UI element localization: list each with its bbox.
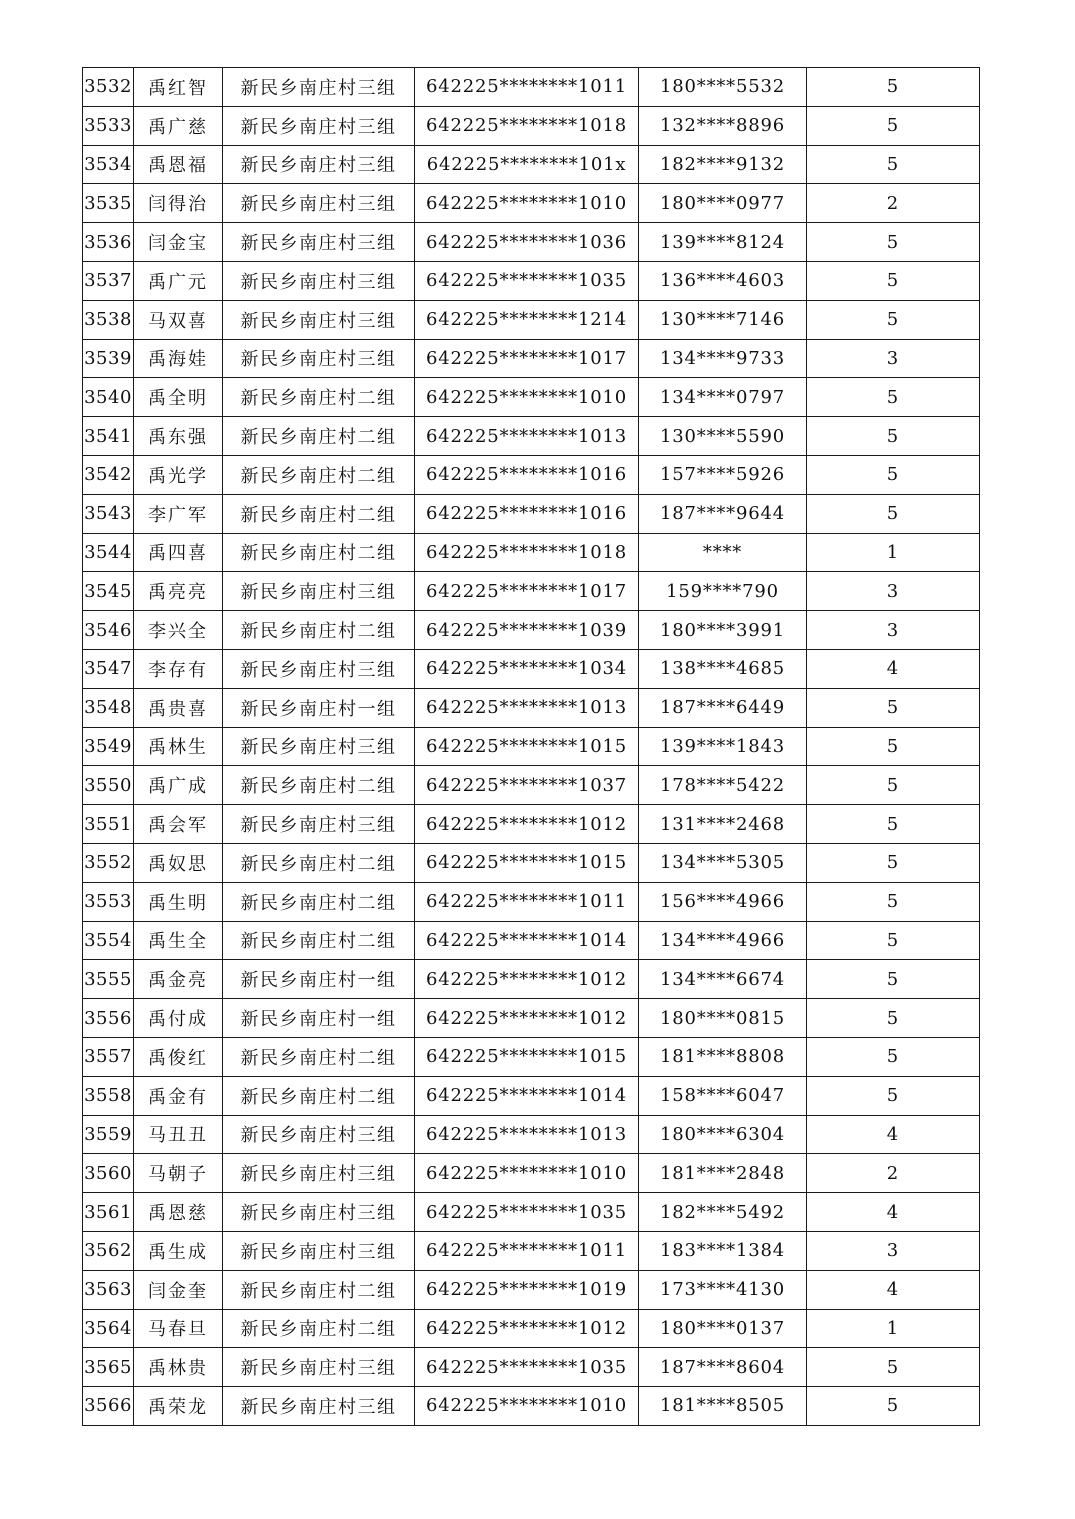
- name-cell: 禹广成: [134, 766, 223, 805]
- serial-number-cell: 3559: [83, 1115, 134, 1154]
- name-cell: 禹金亮: [134, 960, 223, 999]
- serial-number-cell: 3535: [83, 184, 134, 223]
- phone-cell: 158****6047: [639, 1076, 807, 1115]
- serial-number-cell: 3558: [83, 1076, 134, 1115]
- count-cell: 5: [807, 378, 980, 417]
- table-row: [83, 1115, 980, 1154]
- name-cell: 禹全明: [134, 378, 223, 417]
- name-cell: 李广军: [134, 494, 223, 533]
- address-cell: 新民乡南庄村二组: [223, 494, 415, 533]
- id-number-cell: 642225********1036: [415, 223, 639, 262]
- name-cell: 禹四喜: [134, 533, 223, 572]
- name-cell: 马双喜: [134, 300, 223, 339]
- count-cell: 5: [807, 300, 980, 339]
- count-cell: 5: [807, 843, 980, 882]
- phone-cell: 180****6304: [639, 1115, 807, 1154]
- table-row: [83, 1231, 980, 1270]
- id-number-cell: 642225********1016: [415, 494, 639, 533]
- name-cell: 禹奴思: [134, 843, 223, 882]
- id-number-cell: 642225********1016: [415, 455, 639, 494]
- serial-number-cell: 3563: [83, 1270, 134, 1309]
- table-row: [83, 223, 980, 262]
- address-cell: 新民乡南庄村二组: [223, 1037, 415, 1076]
- address-cell: 新民乡南庄村二组: [223, 1270, 415, 1309]
- table-row: [83, 688, 980, 727]
- table-row: [83, 1193, 980, 1232]
- id-number-cell: 642225********1014: [415, 921, 639, 960]
- serial-number-cell: 3546: [83, 611, 134, 650]
- id-number-cell: 642225********1012: [415, 1309, 639, 1348]
- phone-cell: 156****4966: [639, 882, 807, 921]
- count-cell: 5: [807, 999, 980, 1038]
- serial-number-cell: 3551: [83, 805, 134, 844]
- id-number-cell: 642225********1012: [415, 960, 639, 999]
- address-cell: 新民乡南庄村三组: [223, 339, 415, 378]
- table-row: [83, 378, 980, 417]
- name-cell: 禹恩慈: [134, 1193, 223, 1232]
- count-cell: 3: [807, 1231, 980, 1270]
- table-row: [83, 300, 980, 339]
- table-row: [83, 882, 980, 921]
- serial-number-cell: 3557: [83, 1037, 134, 1076]
- address-cell: 新民乡南庄村三组: [223, 572, 415, 611]
- id-number-cell: 642225********1011: [415, 1231, 639, 1270]
- name-cell: 禹光学: [134, 455, 223, 494]
- address-cell: 新民乡南庄村三组: [223, 68, 415, 107]
- count-cell: 5: [807, 1348, 980, 1387]
- table-row: [83, 960, 980, 999]
- name-cell: 李兴全: [134, 611, 223, 650]
- address-cell: 新民乡南庄村三组: [223, 1154, 415, 1193]
- count-cell: 5: [807, 1076, 980, 1115]
- name-cell: 禹亮亮: [134, 572, 223, 611]
- phone-cell: 159****790: [639, 572, 807, 611]
- phone-cell: 178****5422: [639, 766, 807, 805]
- phone-cell: 130****5590: [639, 417, 807, 456]
- name-cell: 禹金有: [134, 1076, 223, 1115]
- count-cell: 5: [807, 727, 980, 766]
- id-number-cell: 642225********1012: [415, 999, 639, 1038]
- count-cell: 5: [807, 960, 980, 999]
- serial-number-cell: 3538: [83, 300, 134, 339]
- count-cell: 3: [807, 339, 980, 378]
- table-row: [83, 727, 980, 766]
- phone-cell: 134****6674: [639, 960, 807, 999]
- id-number-cell: 642225********1017: [415, 339, 639, 378]
- roster-table-body: [83, 68, 980, 1426]
- name-cell: 禹生全: [134, 921, 223, 960]
- table-row: [83, 1154, 980, 1193]
- phone-cell: 139****8124: [639, 223, 807, 262]
- phone-cell: 187****9644: [639, 494, 807, 533]
- count-cell: 5: [807, 805, 980, 844]
- table-row: [83, 68, 980, 107]
- phone-cell: 181****8808: [639, 1037, 807, 1076]
- name-cell: 禹生明: [134, 882, 223, 921]
- table-row: [83, 184, 980, 223]
- address-cell: 新民乡南庄村二组: [223, 455, 415, 494]
- name-cell: 禹林贵: [134, 1348, 223, 1387]
- serial-number-cell: 3544: [83, 533, 134, 572]
- table-row: [83, 106, 980, 145]
- table-row: [83, 1309, 980, 1348]
- phone-cell: 134****5305: [639, 843, 807, 882]
- name-cell: 禹红智: [134, 68, 223, 107]
- id-number-cell: 642225********1013: [415, 1115, 639, 1154]
- address-cell: 新民乡南庄村二组: [223, 611, 415, 650]
- table-row: [83, 145, 980, 184]
- serial-number-cell: 3539: [83, 339, 134, 378]
- serial-number-cell: 3547: [83, 649, 134, 688]
- count-cell: 5: [807, 261, 980, 300]
- serial-number-cell: 3541: [83, 417, 134, 456]
- id-number-cell: 642225********1013: [415, 688, 639, 727]
- count-cell: 2: [807, 184, 980, 223]
- id-number-cell: 642225********1018: [415, 106, 639, 145]
- table-row: [83, 999, 980, 1038]
- serial-number-cell: 3543: [83, 494, 134, 533]
- count-cell: 2: [807, 1154, 980, 1193]
- table-row: [83, 843, 980, 882]
- phone-cell: 187****6449: [639, 688, 807, 727]
- count-cell: 5: [807, 766, 980, 805]
- phone-cell: 173****4130: [639, 1270, 807, 1309]
- phone-cell: 131****2468: [639, 805, 807, 844]
- serial-number-cell: 3564: [83, 1309, 134, 1348]
- name-cell: 禹恩福: [134, 145, 223, 184]
- id-number-cell: 642225********1214: [415, 300, 639, 339]
- address-cell: 新民乡南庄村三组: [223, 1231, 415, 1270]
- id-number-cell: 642225********1015: [415, 727, 639, 766]
- address-cell: 新民乡南庄村三组: [223, 261, 415, 300]
- phone-cell: 134****9733: [639, 339, 807, 378]
- id-number-cell: 642225********1010: [415, 184, 639, 223]
- roster-table: [82, 67, 980, 1426]
- phone-cell: ****: [639, 533, 807, 572]
- phone-cell: 130****7146: [639, 300, 807, 339]
- serial-number-cell: 3550: [83, 766, 134, 805]
- table-row: [83, 1076, 980, 1115]
- phone-cell: 134****4966: [639, 921, 807, 960]
- table-row: [83, 766, 980, 805]
- table-row: [83, 611, 980, 650]
- address-cell: 新民乡南庄村三组: [223, 1387, 415, 1426]
- name-cell: 禹荣龙: [134, 1387, 223, 1426]
- name-cell: 禹付成: [134, 999, 223, 1038]
- count-cell: 5: [807, 417, 980, 456]
- serial-number-cell: 3534: [83, 145, 134, 184]
- table-row: [83, 1387, 980, 1426]
- serial-number-cell: 3536: [83, 223, 134, 262]
- address-cell: 新民乡南庄村二组: [223, 533, 415, 572]
- id-number-cell: 642225********1013: [415, 417, 639, 456]
- id-number-cell: 642225********1017: [415, 572, 639, 611]
- name-cell: 闫金宝: [134, 223, 223, 262]
- count-cell: 1: [807, 533, 980, 572]
- name-cell: 禹广慈: [134, 106, 223, 145]
- name-cell: 禹会军: [134, 805, 223, 844]
- count-cell: 5: [807, 106, 980, 145]
- name-cell: 禹贵喜: [134, 688, 223, 727]
- id-number-cell: 642225********1010: [415, 378, 639, 417]
- table-row: [83, 1348, 980, 1387]
- serial-number-cell: 3562: [83, 1231, 134, 1270]
- id-number-cell: 642225********1035: [415, 1193, 639, 1232]
- phone-cell: 134****0797: [639, 378, 807, 417]
- count-cell: 3: [807, 572, 980, 611]
- count-cell: 5: [807, 921, 980, 960]
- serial-number-cell: 3560: [83, 1154, 134, 1193]
- phone-cell: 180****5532: [639, 68, 807, 107]
- address-cell: 新民乡南庄村二组: [223, 378, 415, 417]
- table-row: [83, 805, 980, 844]
- name-cell: 禹林生: [134, 727, 223, 766]
- name-cell: 禹广元: [134, 261, 223, 300]
- serial-number-cell: 3565: [83, 1348, 134, 1387]
- phone-cell: 181****8505: [639, 1387, 807, 1426]
- serial-number-cell: 3552: [83, 843, 134, 882]
- serial-number-cell: 3542: [83, 455, 134, 494]
- table-row: [83, 417, 980, 456]
- name-cell: 禹俊红: [134, 1037, 223, 1076]
- count-cell: 4: [807, 1270, 980, 1309]
- serial-number-cell: 3555: [83, 960, 134, 999]
- name-cell: 禹海娃: [134, 339, 223, 378]
- phone-cell: 182****9132: [639, 145, 807, 184]
- serial-number-cell: 3561: [83, 1193, 134, 1232]
- count-cell: 5: [807, 68, 980, 107]
- count-cell: 5: [807, 688, 980, 727]
- id-number-cell: 642225********1019: [415, 1270, 639, 1309]
- address-cell: 新民乡南庄村二组: [223, 1309, 415, 1348]
- table-row: [83, 572, 980, 611]
- address-cell: 新民乡南庄村三组: [223, 1348, 415, 1387]
- address-cell: 新民乡南庄村三组: [223, 1115, 415, 1154]
- count-cell: 4: [807, 1193, 980, 1232]
- count-cell: 5: [807, 1387, 980, 1426]
- serial-number-cell: 3537: [83, 261, 134, 300]
- address-cell: 新民乡南庄村二组: [223, 921, 415, 960]
- id-number-cell: 642225********1037: [415, 766, 639, 805]
- address-cell: 新民乡南庄村三组: [223, 649, 415, 688]
- serial-number-cell: 3553: [83, 882, 134, 921]
- address-cell: 新民乡南庄村一组: [223, 960, 415, 999]
- table-row: [83, 261, 980, 300]
- address-cell: 新民乡南庄村一组: [223, 999, 415, 1038]
- phone-cell: 181****2848: [639, 1154, 807, 1193]
- address-cell: 新民乡南庄村三组: [223, 300, 415, 339]
- count-cell: 5: [807, 882, 980, 921]
- id-number-cell: 642225********101x: [415, 145, 639, 184]
- count-cell: 5: [807, 145, 980, 184]
- table-row: [83, 649, 980, 688]
- phone-cell: 132****8896: [639, 106, 807, 145]
- address-cell: 新民乡南庄村二组: [223, 766, 415, 805]
- name-cell: 马丑丑: [134, 1115, 223, 1154]
- table-row: [83, 455, 980, 494]
- address-cell: 新民乡南庄村二组: [223, 843, 415, 882]
- phone-cell: 139****1843: [639, 727, 807, 766]
- phone-cell: 183****1384: [639, 1231, 807, 1270]
- serial-number-cell: 3533: [83, 106, 134, 145]
- count-cell: 5: [807, 223, 980, 262]
- phone-cell: 138****4685: [639, 649, 807, 688]
- phone-cell: 180****3991: [639, 611, 807, 650]
- id-number-cell: 642225********1015: [415, 1037, 639, 1076]
- address-cell: 新民乡南庄村三组: [223, 805, 415, 844]
- name-cell: 禹东强: [134, 417, 223, 456]
- id-number-cell: 642225********1035: [415, 1348, 639, 1387]
- address-cell: 新民乡南庄村三组: [223, 106, 415, 145]
- serial-number-cell: 3566: [83, 1387, 134, 1426]
- table-row: [83, 1270, 980, 1309]
- id-number-cell: 642225********1012: [415, 805, 639, 844]
- serial-number-cell: 3548: [83, 688, 134, 727]
- count-cell: 5: [807, 455, 980, 494]
- serial-number-cell: 3540: [83, 378, 134, 417]
- table-row: [83, 339, 980, 378]
- id-number-cell: 642225********1010: [415, 1154, 639, 1193]
- id-number-cell: 642225********1034: [415, 649, 639, 688]
- phone-cell: 180****0815: [639, 999, 807, 1038]
- count-cell: 5: [807, 494, 980, 533]
- name-cell: 马朝子: [134, 1154, 223, 1193]
- count-cell: 3: [807, 611, 980, 650]
- id-number-cell: 642225********1015: [415, 843, 639, 882]
- id-number-cell: 642225********1010: [415, 1387, 639, 1426]
- address-cell: 新民乡南庄村二组: [223, 1076, 415, 1115]
- id-number-cell: 642225********1011: [415, 882, 639, 921]
- id-number-cell: 642225********1035: [415, 261, 639, 300]
- count-cell: 5: [807, 1037, 980, 1076]
- name-cell: 马春旦: [134, 1309, 223, 1348]
- serial-number-cell: 3532: [83, 68, 134, 107]
- phone-cell: 180****0977: [639, 184, 807, 223]
- address-cell: 新民乡南庄村三组: [223, 145, 415, 184]
- serial-number-cell: 3554: [83, 921, 134, 960]
- address-cell: 新民乡南庄村三组: [223, 184, 415, 223]
- table-row: [83, 921, 980, 960]
- serial-number-cell: 3545: [83, 572, 134, 611]
- count-cell: 4: [807, 649, 980, 688]
- id-number-cell: 642225********1014: [415, 1076, 639, 1115]
- id-number-cell: 642225********1039: [415, 611, 639, 650]
- address-cell: 新民乡南庄村三组: [223, 1193, 415, 1232]
- phone-cell: 182****5492: [639, 1193, 807, 1232]
- id-number-cell: 642225********1018: [415, 533, 639, 572]
- serial-number-cell: 3556: [83, 999, 134, 1038]
- address-cell: 新民乡南庄村一组: [223, 688, 415, 727]
- name-cell: 李存有: [134, 649, 223, 688]
- phone-cell: 157****5926: [639, 455, 807, 494]
- name-cell: 闫得治: [134, 184, 223, 223]
- table-row: [83, 533, 980, 572]
- table-row: [83, 494, 980, 533]
- phone-cell: 187****8604: [639, 1348, 807, 1387]
- phone-cell: 136****4603: [639, 261, 807, 300]
- count-cell: 4: [807, 1115, 980, 1154]
- serial-number-cell: 3549: [83, 727, 134, 766]
- table-row: [83, 1037, 980, 1076]
- id-number-cell: 642225********1011: [415, 68, 639, 107]
- phone-cell: 180****0137: [639, 1309, 807, 1348]
- address-cell: 新民乡南庄村三组: [223, 727, 415, 766]
- count-cell: 1: [807, 1309, 980, 1348]
- name-cell: 闫金奎: [134, 1270, 223, 1309]
- address-cell: 新民乡南庄村二组: [223, 882, 415, 921]
- address-cell: 新民乡南庄村三组: [223, 223, 415, 262]
- name-cell: 禹生成: [134, 1231, 223, 1270]
- address-cell: 新民乡南庄村二组: [223, 417, 415, 456]
